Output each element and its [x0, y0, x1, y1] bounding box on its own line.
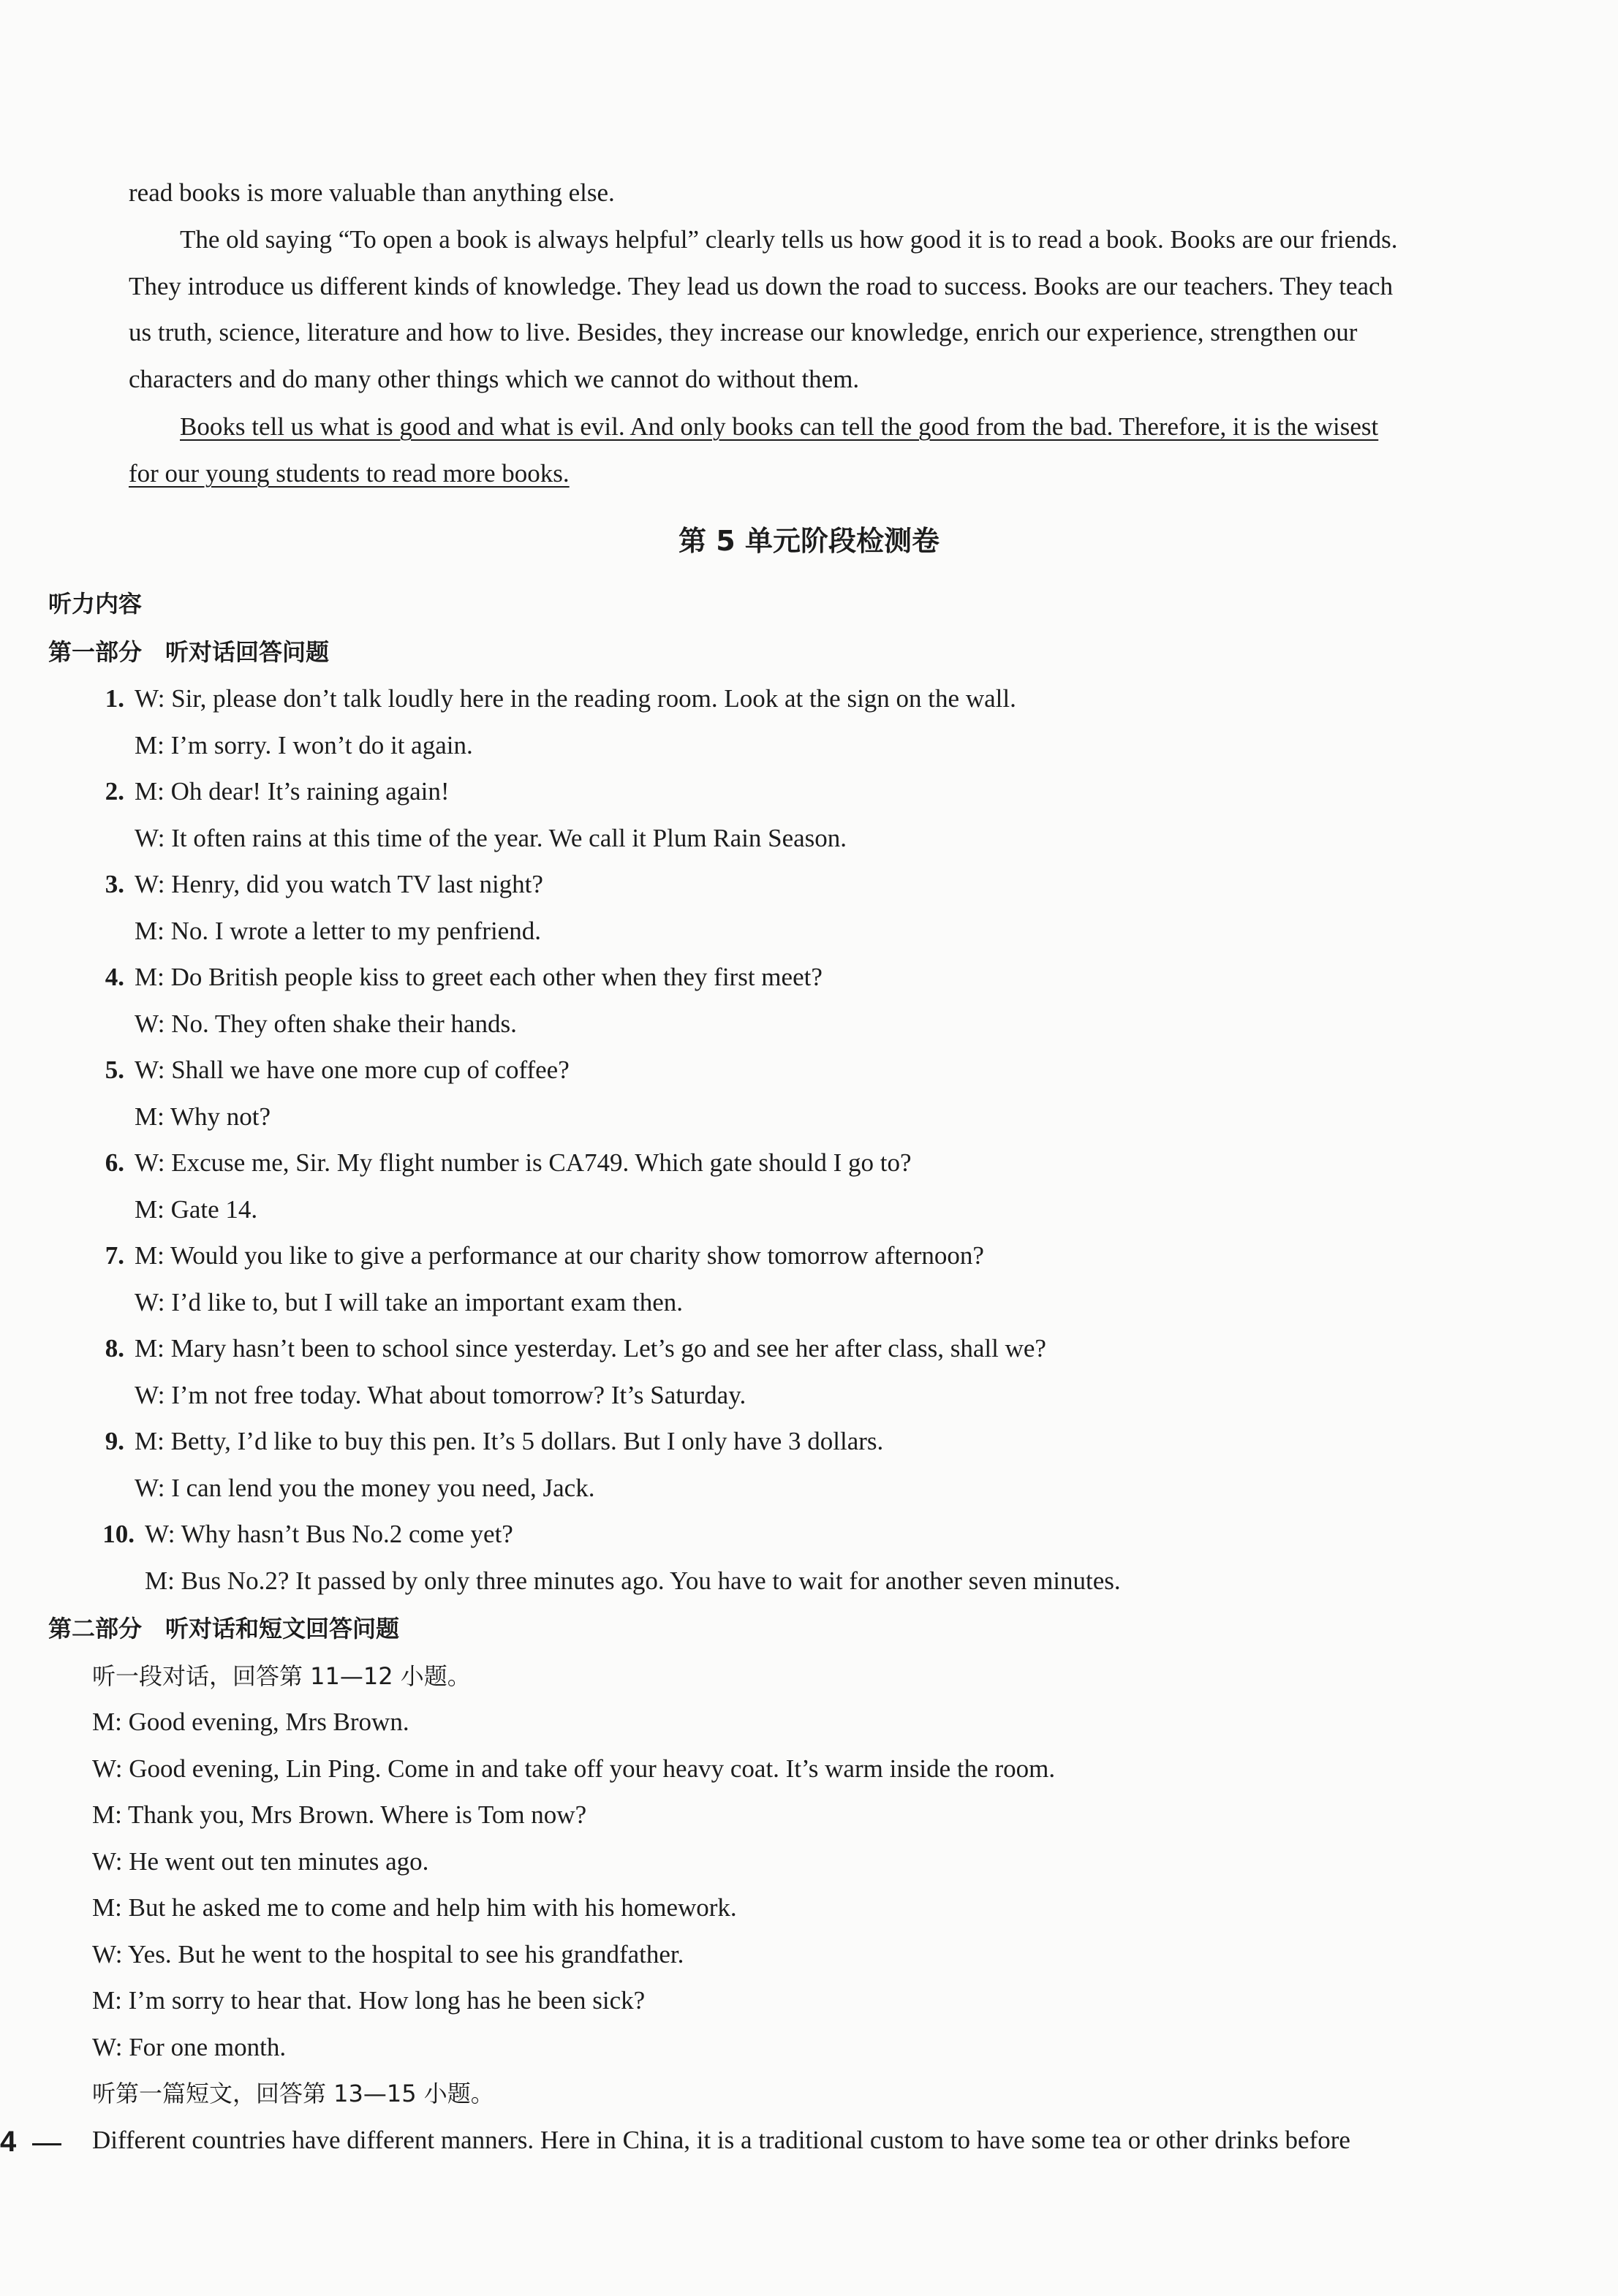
- question-number: 4.: [105, 963, 124, 991]
- question-line: [88, 868, 543, 901]
- section-heading: 听力内容: [48, 590, 143, 618]
- page-number: 4: [0, 2126, 17, 2158]
- question-number: 1.: [105, 684, 124, 713]
- dialogue-text: W: Shall we have one more cup of coffee?: [135, 1056, 570, 1084]
- question-number: 3.: [105, 870, 124, 898]
- dialogue-line: M: Good evening, Mrs Brown.: [92, 1708, 409, 1736]
- question-number: 7.: [105, 1241, 124, 1270]
- question-line: [88, 961, 823, 993]
- essay-line: characters and do many other things which we cannot do without them.: [129, 365, 860, 393]
- essay-underlined-line: for our young students to read more books.: [129, 459, 570, 488]
- dialogue-text: M: Do British people kiss to greet each other when they first meet?: [135, 963, 823, 991]
- question-line: [88, 1425, 883, 1458]
- question-line: [88, 683, 1016, 715]
- page-number-dash: [32, 2143, 61, 2145]
- dialogue-line: M: Thank you, Mrs Brown. Where is Tom now?: [92, 1800, 587, 1829]
- question-number: 5.: [105, 1056, 124, 1084]
- essay-line: us truth, science, literature and how to live. Besides, they increase our knowledge, enrich our experience, strengthen our: [129, 318, 1358, 346]
- dialogue-line: W: He went out ten minutes ago.: [92, 1847, 429, 1876]
- dialogue-text: M: Mary hasn’t been to school since yesterday. Let’s go and see her after class, shall we?: [135, 1334, 1046, 1363]
- question-line: [88, 1333, 1046, 1365]
- part1-heading: 第一部分 听对话回答问题: [48, 638, 330, 666]
- question-number: 9.: [105, 1427, 124, 1455]
- dialogue-reply-line: M: I’m sorry. I won’t do it again.: [135, 731, 473, 759]
- dialogue-reply-line: M: Bus No.2? It passed by only three minutes ago. You have to wait for another seven minutes.: [145, 1566, 1121, 1595]
- essay-underlined-line: Books tell us what is good and what is evil. And only books can tell the good from the bad. Therefore, it is the wisest: [180, 412, 1379, 441]
- dialogue-line: W: Yes. But he went to the hospital to see his grandfather.: [92, 1940, 684, 1969]
- dialogue-reply-line: M: Gate 14.: [135, 1195, 258, 1224]
- dialogue-text: W: Sir, please don’t talk loudly here in the reading room. Look at the sign on the wall.: [135, 684, 1016, 713]
- dialogue-text: W: Henry, did you watch TV last night?: [135, 870, 543, 898]
- essay-line: read books is more valuable than anything else.: [129, 178, 615, 207]
- question-number: 6.: [105, 1148, 124, 1177]
- dialogue-line: W: For one month.: [92, 2033, 287, 2061]
- dialogue-text: M: Oh dear! It’s raining again!: [135, 777, 450, 806]
- essay-line: They introduce us different kinds of knowledge. They lead us down the road to success. Books are our teachers. They teach: [129, 272, 1394, 300]
- dialogue-reply-line: W: I can lend you the money you need, Jack.: [135, 1474, 595, 1502]
- dialogue-text: W: Excuse me, Sir. My flight number is CA749. Which gate should I go to?: [135, 1148, 912, 1177]
- dialogue-text: M: Betty, I’d like to buy this pen. It’s 5 dollars. But I only have 3 dollars.: [135, 1427, 884, 1455]
- part2-heading: 第二部分 听对话和短文回答问题: [48, 1615, 400, 1643]
- instruction-text: 听一段对话，回答第 11—12 小题。: [92, 1662, 471, 1690]
- page-title: 第 5 单元阶段检测卷: [678, 525, 940, 557]
- dialogue-reply-line: W: I’m not free today. What about tomorrow? It’s Saturday.: [135, 1381, 746, 1409]
- question-number: 10.: [102, 1520, 135, 1548]
- question-line: [88, 1054, 570, 1086]
- dialogue-line: M: But he asked me to come and help him with his homework.: [92, 1893, 737, 1922]
- dialogue-text: M: Would you like to give a performance at our charity show tomorrow afternoon?: [135, 1241, 984, 1270]
- dialogue-reply-line: W: It often rains at this time of the year. We call it Plum Rain Season.: [135, 824, 847, 852]
- question-number: 8.: [105, 1334, 124, 1363]
- dialogue-text: W: Why hasn’t Bus No.2 come yet?: [145, 1520, 513, 1548]
- dialogue-reply-line: W: No. They often shake their hands.: [135, 1009, 517, 1038]
- essay-line: The old saying “To open a book is always helpful” clearly tells us how good it is to read a book. Books are our friends.: [180, 225, 1398, 254]
- dialogue-reply-line: M: No. I wrote a letter to my penfriend.: [135, 917, 541, 945]
- dialogue-line: M: I’m sorry to hear that. How long has he been sick?: [92, 1986, 646, 2015]
- question-number: 2.: [105, 777, 124, 806]
- question-line: [88, 1240, 984, 1272]
- dialogue-reply-line: M: Why not?: [135, 1102, 271, 1131]
- dialogue-line: W: Good evening, Lin Ping. Come in and take off your heavy coat. It’s warm inside the room.: [92, 1754, 1056, 1783]
- question-line: [88, 776, 450, 808]
- dialogue-reply-line: W: I’d like to, but I will take an important exam then.: [135, 1288, 684, 1316]
- question-line: [88, 1518, 513, 1550]
- passage-line: Different countries have different manners. Here in China, it is a traditional custom to have some tea or other drinks before: [92, 2126, 1350, 2154]
- instruction-text: 听第一篇短文，回答第 13—15 小题。: [92, 2080, 494, 2107]
- question-line: [88, 1147, 912, 1179]
